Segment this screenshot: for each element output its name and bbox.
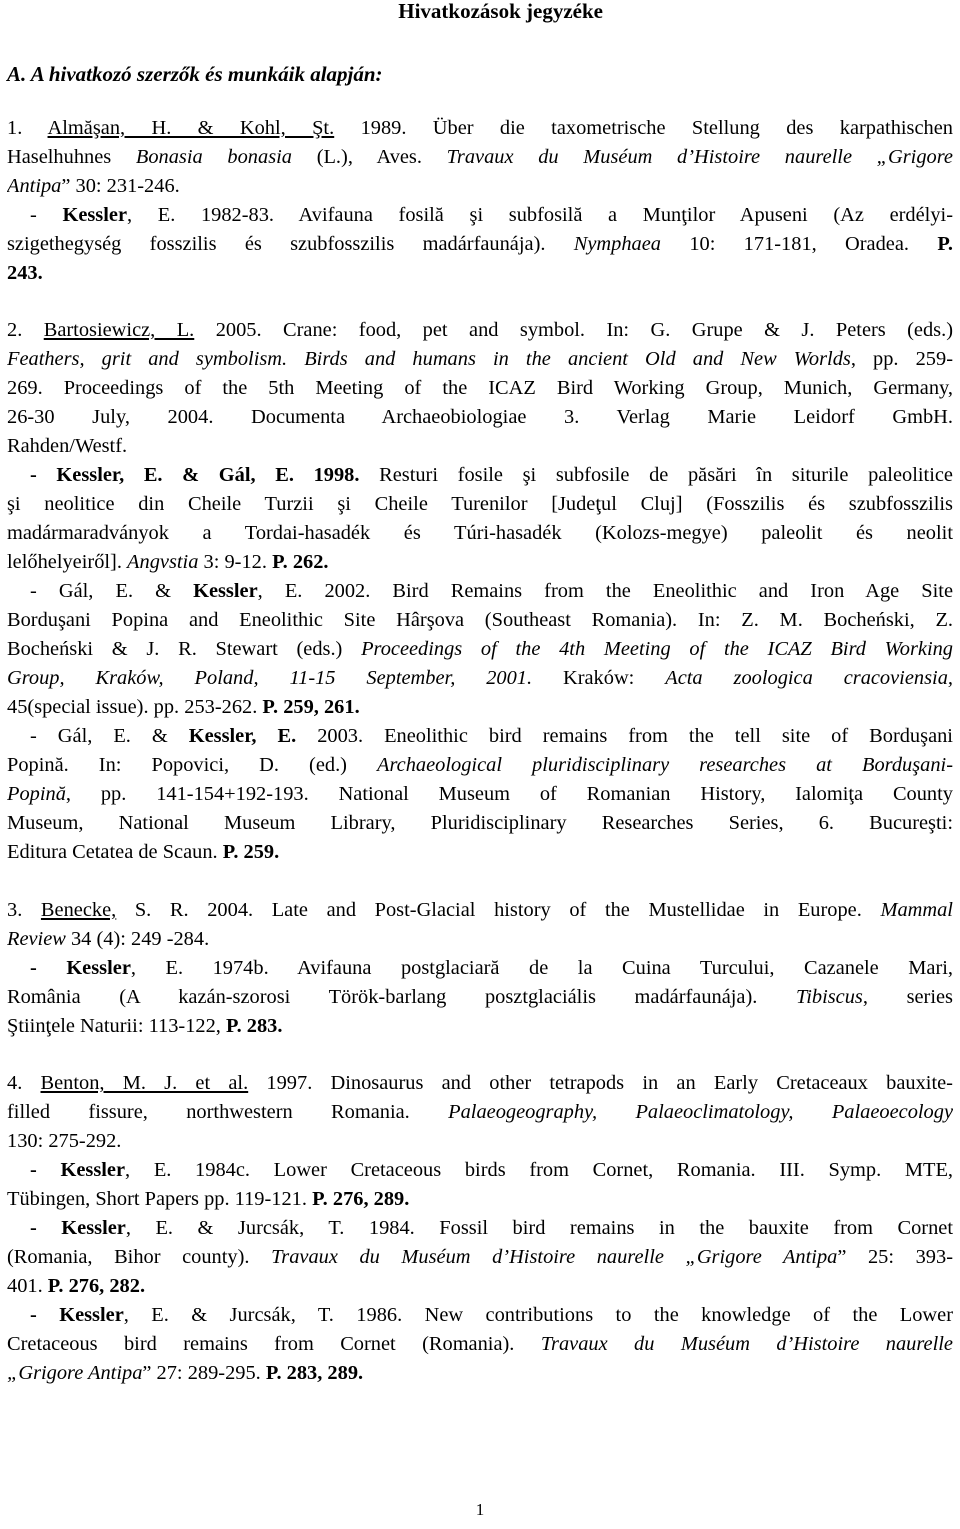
ref-2-gal-line-4: Group, Kraków, Poland, 11-15 September, 2001. Kraków: Acta zoologica cracoviensia,: [7, 667, 953, 689]
ref-3-kessler-line-3: Ştiinţele Naturii: 113-122, P. 283.: [7, 1015, 283, 1037]
page-title: Hivatkozások jegyzéke: [398, 0, 603, 23]
ref-2-gal-2003-line-5: Editura Cetatea de Scaun. P. 259.: [7, 841, 280, 863]
ref-2-kessler-line-1: - Kessler, E. & Gál, E. 1998. Resturi fosile şi subfosile de păsări în siturile paleolitice: [30, 464, 953, 486]
ref-1-kessler-line-3: 243.: [7, 262, 43, 284]
ref-1-line-1: 1. Almăşan, H. & Kohl, Şt. 1989. Über die taxometrische Stellung des karpathischen: [7, 117, 953, 139]
ref-2-gal-line-5: 45(special issue). pp. 253-262. P. 259, 261.: [7, 696, 360, 718]
ref-4-kessler-1984c-line-1: - Kessler, E. 1984c. Lower Cretaceous birds from Cornet, Romania. III. Symp. MTE,: [30, 1159, 953, 1181]
ref-2-line-4: 26-30 July, 2004. Documenta Archaeobiologiae 3. Verlag Marie Leidorf GmbH.: [7, 406, 953, 428]
ref-4-kessler-1984-line-3: 401. P. 276, 282.: [7, 1275, 146, 1297]
ref-2-kessler-line-3: madármaradványok a Tordai-hasadék és Túri-hasadék (Kolozs-megye) paleolit és neolit: [7, 522, 953, 544]
ref-2-gal-line-3: Bocheński & J. R. Stewart (eds.) Proceedings of the 4th Meeting of the ICAZ Bird Working: [7, 638, 953, 660]
ref-author: Almăşan, H. & Kohl, Şt.: [47, 117, 335, 139]
ref-3-kessler-line-1: - Kessler, E. 1974b. Avifauna postglaciară de la Cuina Turcului, Cazanele Mari,: [30, 957, 953, 979]
ref-2-gal-2003-line-4: Museum, National Museum Library, Pluridisciplinary Researches Series, 6. Bucureşti:: [7, 812, 953, 834]
ref-2-line-1: 2. Bartosiewicz, L. 2005. Crane: food, pet and symbol. In: G. Grupe & J. Peters (eds.): [7, 319, 953, 341]
ref-3-line-2: Review 34 (4): 249 -284.: [7, 928, 210, 950]
ref-4-kessler-1984-line-1: - Kessler, E. & Jurcsák, T. 1984. Fossil bird remains in the bauxite from Cornet: [30, 1217, 953, 1239]
page-number: 1: [475, 1500, 485, 1519]
ref-1-kessler-line-1: - Kessler, E. 1982-83. Avifauna fosilă şi subfosilă a Munţilor Apuseni (Az erdélyi-: [30, 204, 953, 226]
ref-4-line-3: 130: 275-292.: [7, 1130, 122, 1152]
ref-2-gal-2003-line-3: Popină, pp. 141-154+192-193. National Museum of Romanian History, Ialomiţa County: [7, 783, 953, 805]
ref-author: Benecke,: [40, 899, 117, 921]
ref-author: Bartosiewicz, L.: [43, 319, 195, 341]
ref-2-kessler-line-4: lelőhelyeiről]. Angvstia 3: 9-12. P. 262.: [7, 551, 329, 573]
ref-4-kessler-1986-line-1: - Kessler, E. & Jurcsák, T. 1986. New contributions to the knowledge of the Lower: [30, 1304, 953, 1326]
ref-2-kessler-line-2: şi neolitice din Cheile Turzii şi Cheile Turenilor [Judeţul Cluj] (Fosszilis és szubfosszilis: [7, 493, 953, 515]
ref-4-kessler-1986-line-3: „Grigore Antipa” 27: 289-295. P. 283, 289.: [7, 1362, 364, 1384]
ref-1-kessler-line-2: szigethegység fosszilis és szubfosszilis madárfaunája). Nymphaea 10: 171-181, Oradea. P.: [7, 233, 953, 255]
section-heading: A. A hivatkozó szerzők és munkáik alapján:: [7, 62, 383, 86]
ref-1-line-3: Antipa” 30: 231-246.: [7, 175, 180, 197]
ref-4-line-2: filled fissure, northwestern Romania. Palaeogeography, Palaeoclimatology, Palaeoecology: [7, 1101, 953, 1123]
ref-2-gal-2003-line-1: - Gál, E. & Kessler, E. 2003. Eneolithic bird remains from the tell site of Borduşani: [30, 725, 953, 747]
ref-2-gal-line-2: Borduşani Popina and Eneolithic Site Hârşova (Southeast Romania). In: Z. M. Bocheński, Z.: [7, 609, 953, 631]
ref-2-line-3: 269. Proceedings of the 5th Meeting of the ICAZ Bird Working Group, Munich, Germany,: [7, 377, 953, 399]
ref-4-kessler-1984c-line-2: Tübingen, Short Papers pp. 119-121. P. 276, 289.: [7, 1188, 410, 1210]
ref-3-line-1: 3. Benecke, S. R. 2004. Late and Post-Glacial history of the Mustellidae in Europe. Mammal: [7, 899, 953, 921]
ref-2-gal-line-1: - Gál, E. & Kessler, E. 2002. Bird Remains from the Eneolithic and Iron Age Site: [30, 580, 953, 602]
ref-author: Benton, M. J. et al.: [40, 1072, 249, 1094]
ref-4-kessler-1984-line-2: (Romania, Bihor county). Travaux du Muséum d’Histoire naurelle „Grigore Antipa” 25: 393-: [7, 1246, 953, 1268]
ref-2-line-2: Feathers, grit and symbolism. Birds and humans in the ancient Old and New Worlds, pp. 259-: [7, 348, 953, 370]
ref-4-kessler-1986-line-2: Cretaceous bird remains from Cornet (Romania). Travaux du Muséum d’Histoire naurelle: [7, 1333, 953, 1355]
ref-1-line-2: Haselhuhnes Bonasia bonasia (L.), Aves. Travaux du Muséum d’Histoire naurelle „Grigore: [7, 146, 953, 168]
ref-2-line-5: Rahden/Westf.: [7, 435, 128, 457]
ref-3-kessler-line-2: România (A kazán-szorosi Török-barlang posztglaciális madárfaunája). Tibiscus, series: [7, 986, 953, 1008]
ref-4-line-1: 4. Benton, M. J. et al. 1997. Dinosaurus and other tetrapods in an Early Cretaceaux bauxite-: [7, 1072, 953, 1094]
ref-2-gal-2003-line-2: Popină. In: Popovici, D. (ed.) Archaeological pluridisciplinary researches at Borduşani-: [7, 754, 953, 776]
